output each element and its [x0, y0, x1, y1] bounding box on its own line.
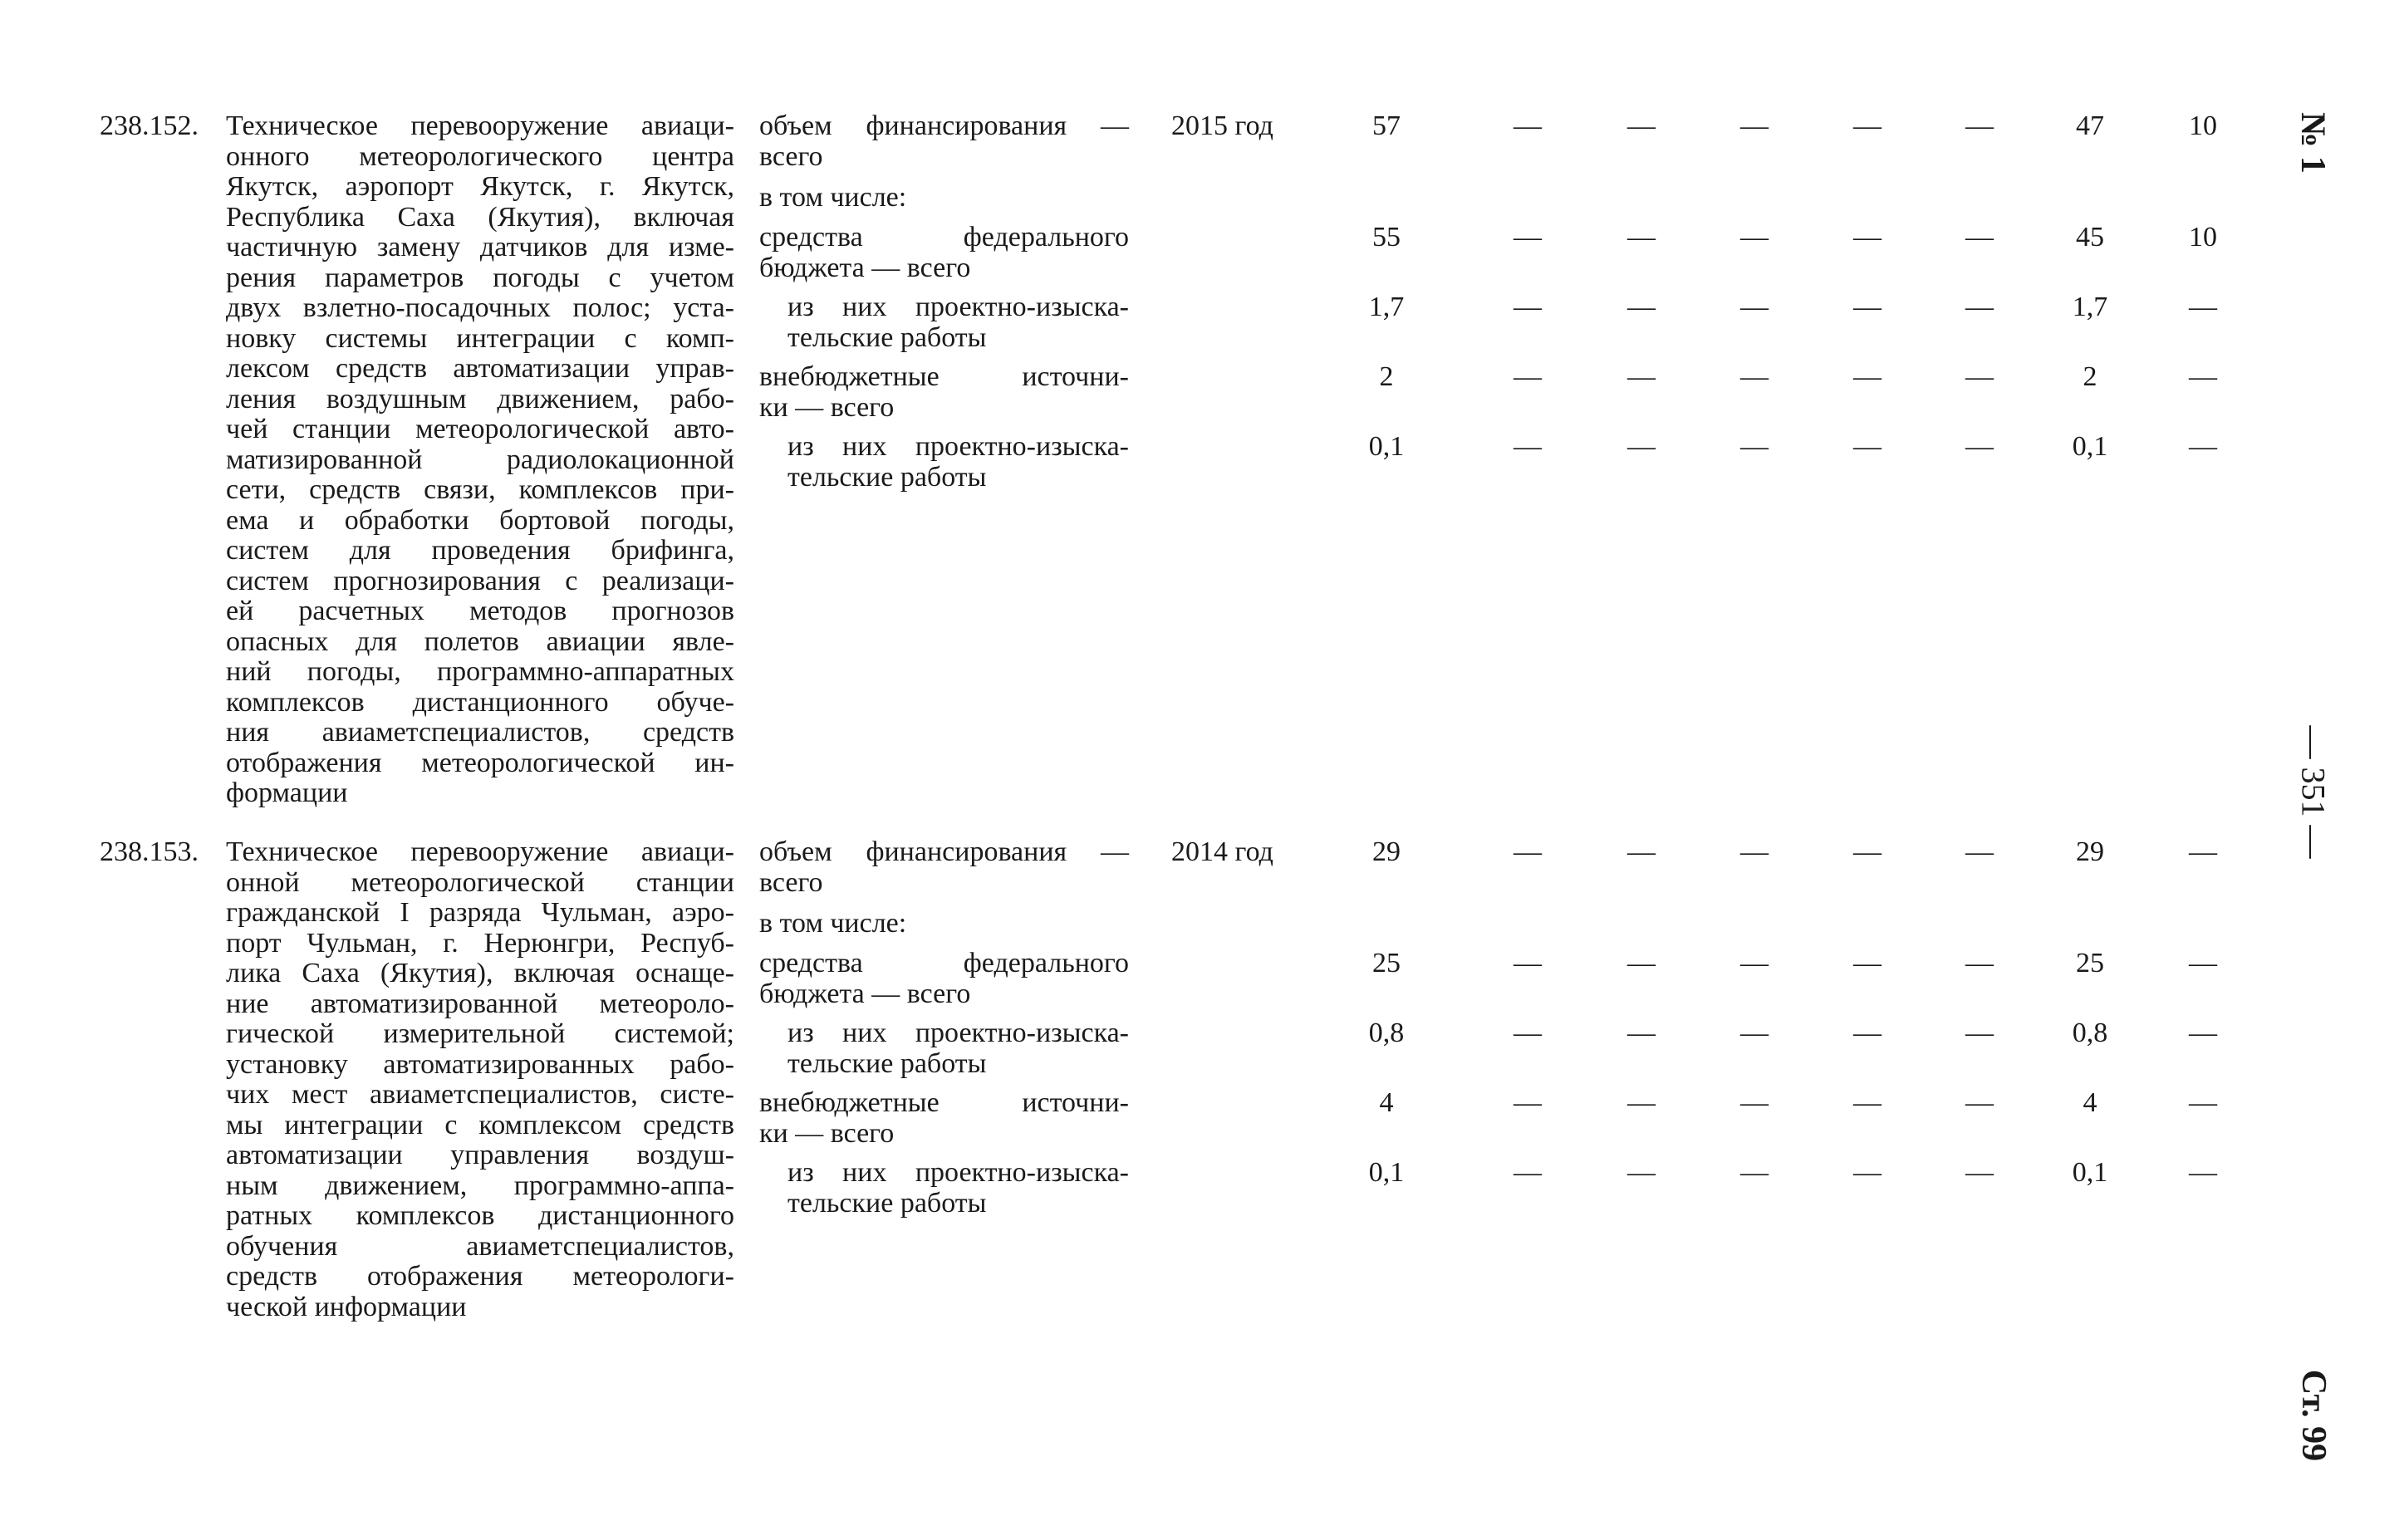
value-cell: —	[1514, 1157, 1542, 1188]
description-line: рения параметров погоды с учетом	[226, 262, 734, 293]
value-cell: —	[1740, 1018, 1769, 1048]
label-line: внебюджетные источни-	[759, 1087, 1129, 1118]
entry-year: 2015 год	[1171, 110, 1273, 141]
row-label	[759, 949, 1129, 1009]
value-cell: 0,1	[1368, 431, 1405, 462]
description-line: новку системы интеграции с комп-	[226, 322, 734, 354]
description-line: Республика Саха (Якутия), включая	[226, 201, 734, 233]
funding-row	[0, 1018, 2276, 1081]
value-cell: 1,7	[2072, 292, 2108, 322]
value-cell: —	[2189, 361, 2217, 392]
description-line: ей расчетных методов прогнозов	[226, 596, 734, 626]
funding-row	[0, 837, 2276, 900]
value-cell: —	[1965, 110, 1994, 141]
value-cell: 10	[2189, 222, 2217, 253]
label-line: в том числе:	[759, 908, 907, 939]
value-cell: —	[1627, 431, 1656, 462]
description-line: ратных комплексов дистанционного	[226, 1200, 734, 1231]
value-cell: 25	[2076, 948, 2104, 978]
issue-number: № 1	[2294, 112, 2332, 174]
value-cell: —	[1627, 1157, 1656, 1188]
value-cell: —	[1514, 222, 1542, 253]
description-line: отображения метеорологической ин-	[226, 747, 734, 778]
description-line: матизированной радиолокационной	[226, 444, 734, 475]
description-line: систем прогнозирования с реализаци-	[226, 565, 734, 596]
row-label	[759, 1088, 1129, 1149]
value-cell: 2	[2083, 361, 2097, 392]
description-line: комплексов дистанционного обуче-	[226, 686, 734, 718]
description-line: ческой информации	[226, 1291, 467, 1322]
description-line: автоматизации управления воздуш-	[226, 1140, 734, 1170]
row-label	[759, 909, 1129, 939]
value-cell: —	[1514, 948, 1542, 978]
value-cell: 0,8	[1368, 1018, 1405, 1048]
value-cell: —	[1965, 948, 1994, 978]
description-line: чей станции метеорологической авто-	[226, 414, 734, 444]
description-line: Техническое перевооружение авиаци-	[226, 110, 734, 141]
value-cell: —	[2189, 1018, 2217, 1048]
description-line: порт Чульман, г. Нерюнгри, Респуб-	[226, 927, 734, 959]
value-cell: —	[1627, 292, 1656, 322]
funding-row	[0, 1088, 2276, 1151]
value-cell: 2	[1379, 361, 1394, 392]
description-line: гражданской I разряда Чульман, аэро-	[226, 897, 734, 928]
row-label	[759, 183, 1129, 213]
row-label	[787, 432, 1129, 493]
description-line: чих мест авиаметспециалистов, систе-	[226, 1079, 734, 1110]
value-cell: —	[1514, 1087, 1542, 1118]
description-line: ема и обработки бортовой погоды,	[226, 504, 734, 536]
value-cell: —	[1965, 1087, 1994, 1118]
description-line: онного метеорологического центра	[226, 140, 734, 172]
description-line: частичную замену датчиков для изме-	[226, 232, 734, 262]
value-cell: 29	[2076, 836, 2104, 867]
value-cell: —	[2189, 292, 2217, 322]
label-line: объем финансирования —	[759, 836, 1129, 867]
value-cell: —	[1514, 361, 1542, 392]
value-cell: —	[1853, 1087, 1881, 1118]
label-line: всего	[759, 866, 823, 898]
description-line: Якутск, аэропорт Якутск, г. Якутск,	[226, 171, 734, 202]
value-cell: —	[1965, 1018, 1994, 1048]
value-cell: 45	[2076, 222, 2104, 253]
description-line: сети, средств связи, комплексов при-	[226, 474, 734, 505]
description-line: формации	[226, 777, 348, 808]
value-cell: —	[1965, 836, 1994, 867]
value-cell: —	[1853, 836, 1881, 867]
value-cell: —	[1627, 222, 1656, 253]
funding-row	[0, 432, 2276, 495]
value-cell: —	[1853, 431, 1881, 462]
description-line: гической измерительной системой;	[226, 1018, 734, 1049]
value-cell: —	[1514, 431, 1542, 462]
description-line: ния авиаметспециалистов, средств	[226, 717, 734, 748]
description-line: опасных для полетов авиации явле-	[226, 625, 734, 657]
value-cell: —	[1627, 1087, 1656, 1118]
label-line: тельские работы	[787, 1187, 987, 1219]
description-line: ным движением, программно-аппа-	[226, 1170, 734, 1201]
value-cell: —	[1514, 836, 1542, 867]
label-line: из них проектно-изыска-	[787, 431, 1129, 462]
description-line: ления воздушным движением, рабо-	[226, 383, 734, 414]
value-cell: —	[2189, 1157, 2217, 1188]
value-cell: 1,7	[1368, 292, 1405, 322]
value-cell: —	[1627, 361, 1656, 392]
value-cell: 25	[1372, 948, 1401, 978]
label-line: всего	[759, 140, 823, 172]
value-cell: —	[1740, 361, 1769, 392]
value-cell: —	[1853, 1018, 1881, 1048]
value-cell: —	[1853, 948, 1881, 978]
funding-row	[0, 292, 2276, 356]
value-cell: —	[1627, 836, 1656, 867]
description-line: ний погоды, программно-аппаратных	[226, 656, 734, 687]
description-line: систем для проведения брифинга,	[226, 535, 734, 566]
funding-row	[0, 949, 2276, 1012]
row-label	[759, 362, 1129, 423]
value-cell: —	[1740, 292, 1769, 322]
value-cell: —	[2189, 948, 2217, 978]
value-cell: —	[1627, 1018, 1656, 1048]
value-cell: —	[1965, 1157, 1994, 1188]
description-line: двух взлетно-посадочных полос; уста-	[226, 292, 734, 323]
label-line: ки — всего	[759, 1117, 895, 1149]
value-cell: —	[2189, 431, 2217, 462]
value-cell: —	[1965, 361, 1994, 392]
row-label	[787, 292, 1129, 353]
label-line: из них проектно-изыска-	[787, 1018, 1129, 1048]
label-line: тельские работы	[787, 321, 987, 353]
value-cell: 0,1	[2072, 431, 2108, 462]
value-cell: —	[1740, 222, 1769, 253]
value-cell: —	[1965, 222, 1994, 253]
value-cell: —	[2189, 1087, 2217, 1118]
value-cell: 47	[2076, 110, 2104, 141]
label-line: в том числе:	[759, 182, 907, 213]
value-cell: —	[1740, 948, 1769, 978]
value-cell: —	[1853, 110, 1881, 141]
entry-number: 238.153.	[100, 836, 199, 867]
entry-number: 238.152.	[100, 110, 199, 141]
funding-row	[0, 223, 2276, 286]
value-cell: —	[1853, 292, 1881, 322]
description-line: лексом средств автоматизации управ-	[226, 353, 734, 384]
row-label	[759, 111, 1129, 172]
description-line: средств отображения метеорологи-	[226, 1261, 734, 1292]
value-cell: —	[1853, 361, 1881, 392]
label-line: тельские работы	[787, 1047, 987, 1079]
label-line: ки — всего	[759, 391, 895, 423]
page-number: — 351 —	[2294, 725, 2333, 859]
value-cell: —	[1965, 292, 1994, 322]
value-cell: —	[1740, 836, 1769, 867]
description-line: обучения авиаметспециалистов,	[226, 1230, 734, 1262]
value-cell: —	[1740, 1157, 1769, 1188]
value-cell: —	[1853, 222, 1881, 253]
value-cell: —	[1965, 431, 1994, 462]
description-line: Техническое перевооружение авиаци-	[226, 836, 734, 867]
value-cell: —	[2189, 836, 2217, 867]
value-cell: 0,1	[1368, 1157, 1405, 1188]
description-line: ние автоматизированной метеороло-	[226, 988, 734, 1019]
description-line: установку автоматизированных рабо-	[226, 1048, 734, 1080]
value-cell: 29	[1372, 836, 1401, 867]
row-label	[759, 837, 1129, 898]
label-line: бюджета — всего	[759, 978, 971, 1009]
label-line: из них проектно-изыска-	[787, 292, 1129, 322]
value-cell: —	[1514, 1018, 1542, 1048]
value-cell: 0,8	[2072, 1018, 2108, 1048]
value-cell: 57	[1372, 110, 1401, 141]
value-cell: 4	[1379, 1087, 1394, 1118]
label-line: бюджета — всего	[759, 252, 971, 283]
article-number: Ст. 99	[2294, 1369, 2333, 1462]
value-cell: —	[1740, 110, 1769, 141]
value-cell: —	[1514, 110, 1542, 141]
description-line: лика Саха (Якутия), включая оснаще-	[226, 958, 734, 988]
description-line: онной метеорологической станции	[226, 866, 734, 898]
value-cell: —	[1740, 431, 1769, 462]
value-cell: —	[1740, 1087, 1769, 1118]
funding-row	[0, 362, 2276, 425]
label-line: объем финансирования —	[759, 110, 1129, 141]
value-cell: —	[1627, 948, 1656, 978]
label-line: из них проектно-изыска-	[787, 1157, 1129, 1188]
description-line: мы интеграции с комплексом средств	[226, 1109, 734, 1140]
row-label	[787, 1018, 1129, 1079]
label-line: средства федерального	[759, 948, 1129, 978]
row-label	[787, 1158, 1129, 1219]
value-cell: —	[1514, 292, 1542, 322]
value-cell: —	[1853, 1157, 1881, 1188]
value-cell: 55	[1372, 222, 1401, 253]
funding-row	[0, 111, 2276, 174]
funding-row	[0, 1158, 2276, 1221]
value-cell: 0,1	[2072, 1157, 2108, 1188]
value-cell: 10	[2189, 110, 2217, 141]
value-cell: 4	[2083, 1087, 2097, 1118]
label-line: внебюджетные источни-	[759, 361, 1129, 392]
entry-year: 2014 год	[1171, 836, 1273, 867]
value-cell: —	[1627, 110, 1656, 141]
label-line: средства федерального	[759, 222, 1129, 253]
row-label	[759, 223, 1129, 283]
label-line: тельские работы	[787, 461, 987, 493]
